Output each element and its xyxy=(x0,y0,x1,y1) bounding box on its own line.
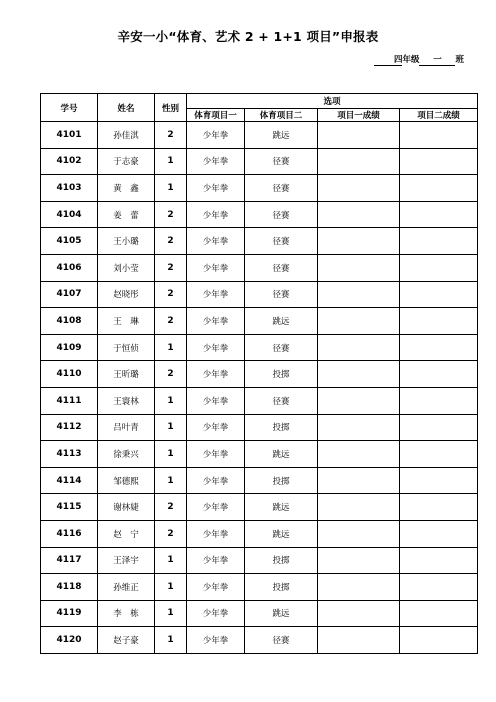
student-name-cell: 谢林婕 xyxy=(98,494,155,521)
gender-cell: 2 xyxy=(155,201,187,228)
score-2-cell xyxy=(400,600,478,627)
grade-value: 四 xyxy=(374,55,402,66)
gender-cell: 2 xyxy=(155,254,187,281)
score-1-cell xyxy=(318,547,400,574)
sport-1-cell: 少年拳 xyxy=(187,467,245,494)
table-row xyxy=(41,627,478,654)
score-1-cell xyxy=(318,254,400,281)
table-row xyxy=(41,254,478,281)
student-id-cell: 4114 xyxy=(41,467,98,494)
sport-2-cell: 径赛 xyxy=(245,201,318,228)
score-2-cell xyxy=(400,122,478,149)
score-1-cell xyxy=(318,122,400,149)
gender-cell: 2 xyxy=(155,494,187,521)
student-name-cell: 刘小莹 xyxy=(98,254,155,281)
score-1-cell xyxy=(318,467,400,494)
score-1-cell xyxy=(318,414,400,441)
student-name-cell: 黄 鑫 xyxy=(98,175,155,202)
gender-cell: 2 xyxy=(155,228,187,255)
sport-2-cell: 跳远 xyxy=(245,520,318,547)
sport-1-cell: 少年拳 xyxy=(187,281,245,308)
sport-1-cell: 少年拳 xyxy=(187,441,245,468)
score-2-cell xyxy=(400,334,478,361)
header-sport-2: 体育项目二 xyxy=(245,109,318,122)
score-2-cell xyxy=(400,520,478,547)
score-2-cell xyxy=(400,361,478,388)
student-id-cell: 4115 xyxy=(41,494,98,521)
sport-1-cell: 少年拳 xyxy=(187,122,245,149)
sport-2-cell: 跳远 xyxy=(245,600,318,627)
student-id-cell: 4117 xyxy=(41,547,98,574)
application-table xyxy=(40,93,478,654)
gender-cell: 1 xyxy=(155,600,187,627)
score-1-cell xyxy=(318,494,400,521)
table-row xyxy=(41,467,478,494)
student-name-cell: 王 琳 xyxy=(98,308,155,335)
gender-cell: 1 xyxy=(155,627,187,654)
sport-2-cell: 跳远 xyxy=(245,494,318,521)
sport-2-cell: 径赛 xyxy=(245,281,318,308)
sport-2-cell: 投掷 xyxy=(245,467,318,494)
student-name-cell: 赵晓彤 xyxy=(98,281,155,308)
score-2-cell xyxy=(400,228,478,255)
gender-cell: 1 xyxy=(155,334,187,361)
sport-1-cell: 少年拳 xyxy=(187,574,245,601)
gender-cell: 2 xyxy=(155,281,187,308)
student-id-cell: 4110 xyxy=(41,361,98,388)
sport-1-cell: 少年拳 xyxy=(187,148,245,175)
sport-2-cell: 径赛 xyxy=(245,228,318,255)
table-row xyxy=(41,574,478,601)
sport-1-cell: 少年拳 xyxy=(187,228,245,255)
student-name-cell: 王小璐 xyxy=(98,228,155,255)
student-id-cell: 4103 xyxy=(41,175,98,202)
student-name-cell: 王寰林 xyxy=(98,387,155,414)
student-id-cell: 4111 xyxy=(41,387,98,414)
gender-cell: 2 xyxy=(155,122,187,149)
student-name-cell: 于志豪 xyxy=(98,148,155,175)
gender-cell: 1 xyxy=(155,441,187,468)
score-1-cell xyxy=(318,334,400,361)
sport-2-cell: 径赛 xyxy=(245,148,318,175)
gender-cell: 2 xyxy=(155,520,187,547)
student-name-cell: 姜 蕾 xyxy=(98,201,155,228)
sport-1-cell: 少年拳 xyxy=(187,201,245,228)
gender-cell: 1 xyxy=(155,414,187,441)
score-2-cell xyxy=(400,387,478,414)
student-name-cell: 王泽宇 xyxy=(98,547,155,574)
student-id-cell: 4106 xyxy=(41,254,98,281)
gender-cell: 1 xyxy=(155,175,187,202)
table-row xyxy=(41,414,478,441)
sport-2-cell: 投掷 xyxy=(245,574,318,601)
student-id-cell: 4113 xyxy=(41,441,98,468)
sport-1-cell: 少年拳 xyxy=(187,334,245,361)
score-2-cell xyxy=(400,547,478,574)
student-name-cell: 于恒侦 xyxy=(98,334,155,361)
class-value: 一 xyxy=(419,55,455,66)
header-sport-1: 体育项目一 xyxy=(187,109,245,122)
score-2-cell xyxy=(400,308,478,335)
score-2-cell xyxy=(400,148,478,175)
table-row xyxy=(41,308,478,335)
student-name-cell: 孙维正 xyxy=(98,574,155,601)
table-row xyxy=(41,148,478,175)
score-2-cell xyxy=(400,627,478,654)
score-2-cell xyxy=(400,467,478,494)
student-name-cell: 徐秉兴 xyxy=(98,441,155,468)
student-name-cell: 孙佳淇 xyxy=(98,122,155,149)
student-id-cell: 4108 xyxy=(41,308,98,335)
class-info-line xyxy=(374,53,464,66)
student-id-cell: 4109 xyxy=(41,334,98,361)
score-1-cell xyxy=(318,600,400,627)
sport-1-cell: 少年拳 xyxy=(187,520,245,547)
table-row xyxy=(41,201,478,228)
sport-1-cell: 少年拳 xyxy=(187,387,245,414)
student-name-cell: 王昕璐 xyxy=(98,361,155,388)
header-score-1: 项目一成绩 xyxy=(318,109,400,122)
table-row xyxy=(41,547,478,574)
score-1-cell xyxy=(318,201,400,228)
score-2-cell xyxy=(400,281,478,308)
gender-cell: 2 xyxy=(155,308,187,335)
gender-cell: 1 xyxy=(155,387,187,414)
student-id-cell: 4101 xyxy=(41,122,98,149)
table-row xyxy=(41,494,478,521)
table-row xyxy=(41,361,478,388)
sport-1-cell: 少年拳 xyxy=(187,627,245,654)
student-id-cell: 4118 xyxy=(41,574,98,601)
table-row xyxy=(41,228,478,255)
student-name-cell: 李 栋 xyxy=(98,600,155,627)
student-id-cell: 4119 xyxy=(41,600,98,627)
score-1-cell xyxy=(318,520,400,547)
table-row xyxy=(41,175,478,202)
sport-1-cell: 少年拳 xyxy=(187,254,245,281)
sport-2-cell: 投掷 xyxy=(245,547,318,574)
table-row xyxy=(41,600,478,627)
sport-2-cell: 径赛 xyxy=(245,254,318,281)
score-1-cell xyxy=(318,281,400,308)
sport-2-cell: 跳远 xyxy=(245,122,318,149)
table-row xyxy=(41,122,478,149)
student-name-cell: 赵子豪 xyxy=(98,627,155,654)
gender-cell: 1 xyxy=(155,467,187,494)
score-1-cell xyxy=(318,175,400,202)
sport-2-cell: 投掷 xyxy=(245,414,318,441)
sport-2-cell: 投掷 xyxy=(245,361,318,388)
score-1-cell xyxy=(318,574,400,601)
score-1-cell xyxy=(318,361,400,388)
table-row xyxy=(41,520,478,547)
table-row xyxy=(41,334,478,361)
student-id-cell: 4112 xyxy=(41,414,98,441)
header-gender: 性别 xyxy=(155,94,187,122)
score-1-cell xyxy=(318,441,400,468)
student-name-cell: 赵 宁 xyxy=(98,520,155,547)
table-row xyxy=(41,441,478,468)
score-2-cell xyxy=(400,574,478,601)
header-name: 姓名 xyxy=(98,94,155,122)
student-id-cell: 4116 xyxy=(41,520,98,547)
student-id-cell: 4104 xyxy=(41,201,98,228)
student-id-cell: 4107 xyxy=(41,281,98,308)
sport-1-cell: 少年拳 xyxy=(187,600,245,627)
score-1-cell xyxy=(318,627,400,654)
gender-cell: 1 xyxy=(155,547,187,574)
document-title: 辛安一小“体育、艺术 2 + 1+1 项目”申报表 xyxy=(117,29,379,44)
sport-2-cell: 跳远 xyxy=(245,308,318,335)
sport-1-cell: 少年拳 xyxy=(187,414,245,441)
student-name-cell: 邹德熙 xyxy=(98,467,155,494)
student-name-cell: 吕叶青 xyxy=(98,414,155,441)
class-label: 班 xyxy=(455,55,464,65)
sport-1-cell: 少年拳 xyxy=(187,547,245,574)
score-1-cell xyxy=(318,148,400,175)
sport-1-cell: 少年拳 xyxy=(187,361,245,388)
grade-label: 年级 xyxy=(402,55,420,65)
score-2-cell xyxy=(400,494,478,521)
sport-2-cell: 径赛 xyxy=(245,334,318,361)
gender-cell: 2 xyxy=(155,361,187,388)
score-1-cell xyxy=(318,387,400,414)
score-1-cell xyxy=(318,228,400,255)
student-id-cell: 4120 xyxy=(41,627,98,654)
gender-cell: 1 xyxy=(155,574,187,601)
sport-1-cell: 少年拳 xyxy=(187,494,245,521)
score-2-cell xyxy=(400,254,478,281)
table-row xyxy=(41,387,478,414)
header-student-id: 学号 xyxy=(41,94,98,122)
sport-2-cell: 跳远 xyxy=(245,441,318,468)
table-body xyxy=(41,122,478,654)
sport-2-cell: 径赛 xyxy=(245,627,318,654)
score-2-cell xyxy=(400,414,478,441)
table-row xyxy=(41,281,478,308)
score-2-cell xyxy=(400,441,478,468)
student-id-cell: 4102 xyxy=(41,148,98,175)
score-2-cell xyxy=(400,201,478,228)
sport-2-cell: 径赛 xyxy=(245,387,318,414)
header-score-2: 项目二成绩 xyxy=(400,109,478,122)
header-options: 选项 xyxy=(187,94,478,109)
score-1-cell xyxy=(318,308,400,335)
student-id-cell: 4105 xyxy=(41,228,98,255)
gender-cell: 1 xyxy=(155,148,187,175)
score-2-cell xyxy=(400,175,478,202)
sport-2-cell: 径赛 xyxy=(245,175,318,202)
sport-1-cell: 少年拳 xyxy=(187,175,245,202)
sport-1-cell: 少年拳 xyxy=(187,308,245,335)
